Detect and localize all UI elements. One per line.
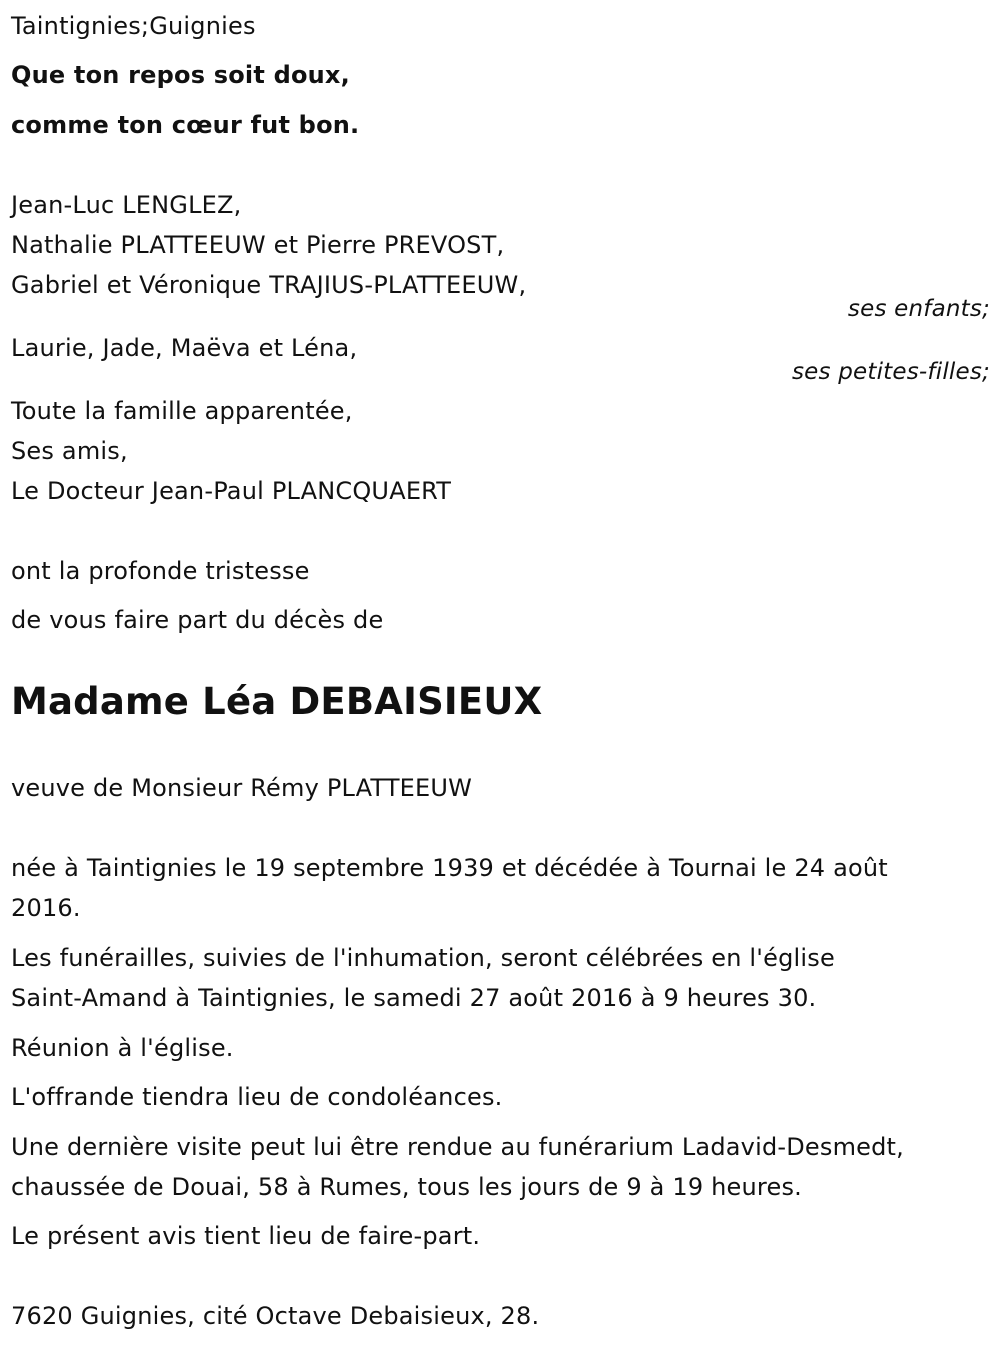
family-line: Toute la famille apparentée,: [11, 397, 353, 425]
birth-death-line-1: née à Taintignies le 19 septembre 1939 et décédée à Tournai le 24 août: [11, 854, 888, 882]
child-name-1: Jean-Luc LENGLEZ,: [11, 191, 242, 219]
announcement-line-1: ont la profonde tristesse: [11, 557, 310, 585]
doctor-line: Le Docteur Jean-Paul PLANCQUAERT: [11, 477, 452, 505]
address-line: 7620 Guignies, cité Octave Debaisieux, 28.: [11, 1302, 540, 1330]
funeral-line-1: Les funérailles, suivies de l'inhumation, seront célébrées en l'église: [11, 944, 835, 972]
epitaph-line-2: comme ton cœur fut bon.: [11, 111, 360, 139]
deceased-name: Madame Léa DEBAISIEUX: [11, 680, 543, 723]
location-header: Taintignies;Guignies: [11, 12, 256, 40]
notice-line: Le présent avis tient lieu de faire-part.: [11, 1222, 481, 1250]
granddaughters-relation: ses petites-filles;: [792, 359, 990, 385]
epitaph-line-1: Que ton repos soit doux,: [11, 61, 350, 89]
child-name-3: Gabriel et Véronique TRAJIUS-PLATTEEUW,: [11, 271, 527, 299]
child-name-2: Nathalie PLATTEEUW et Pierre PREVOST,: [11, 231, 505, 259]
announcement-line-2: de vous faire part du décès de: [11, 606, 384, 634]
visit-line-2: chaussée de Douai, 58 à Rumes, tous les jours de 9 à 19 heures.: [11, 1173, 802, 1201]
funeral-line-2: Saint-Amand à Taintignies, le samedi 27 août 2016 à 9 heures 30.: [11, 984, 817, 1012]
meeting-line: Réunion à l'église.: [11, 1034, 234, 1062]
widow-of-line: veuve de Monsieur Rémy PLATTEEUW: [11, 774, 473, 802]
visit-line-1: Une dernière visite peut lui être rendue au funérarium Ladavid-Desmedt,: [11, 1133, 905, 1161]
birth-death-line-2: 2016.: [11, 894, 81, 922]
children-relation: ses enfants;: [847, 296, 990, 322]
granddaughters-names: Laurie, Jade, Maëva et Léna,: [11, 334, 358, 362]
offering-line: L'offrande tiendra lieu de condoléances.: [11, 1083, 503, 1111]
friends-line: Ses amis,: [11, 437, 128, 465]
